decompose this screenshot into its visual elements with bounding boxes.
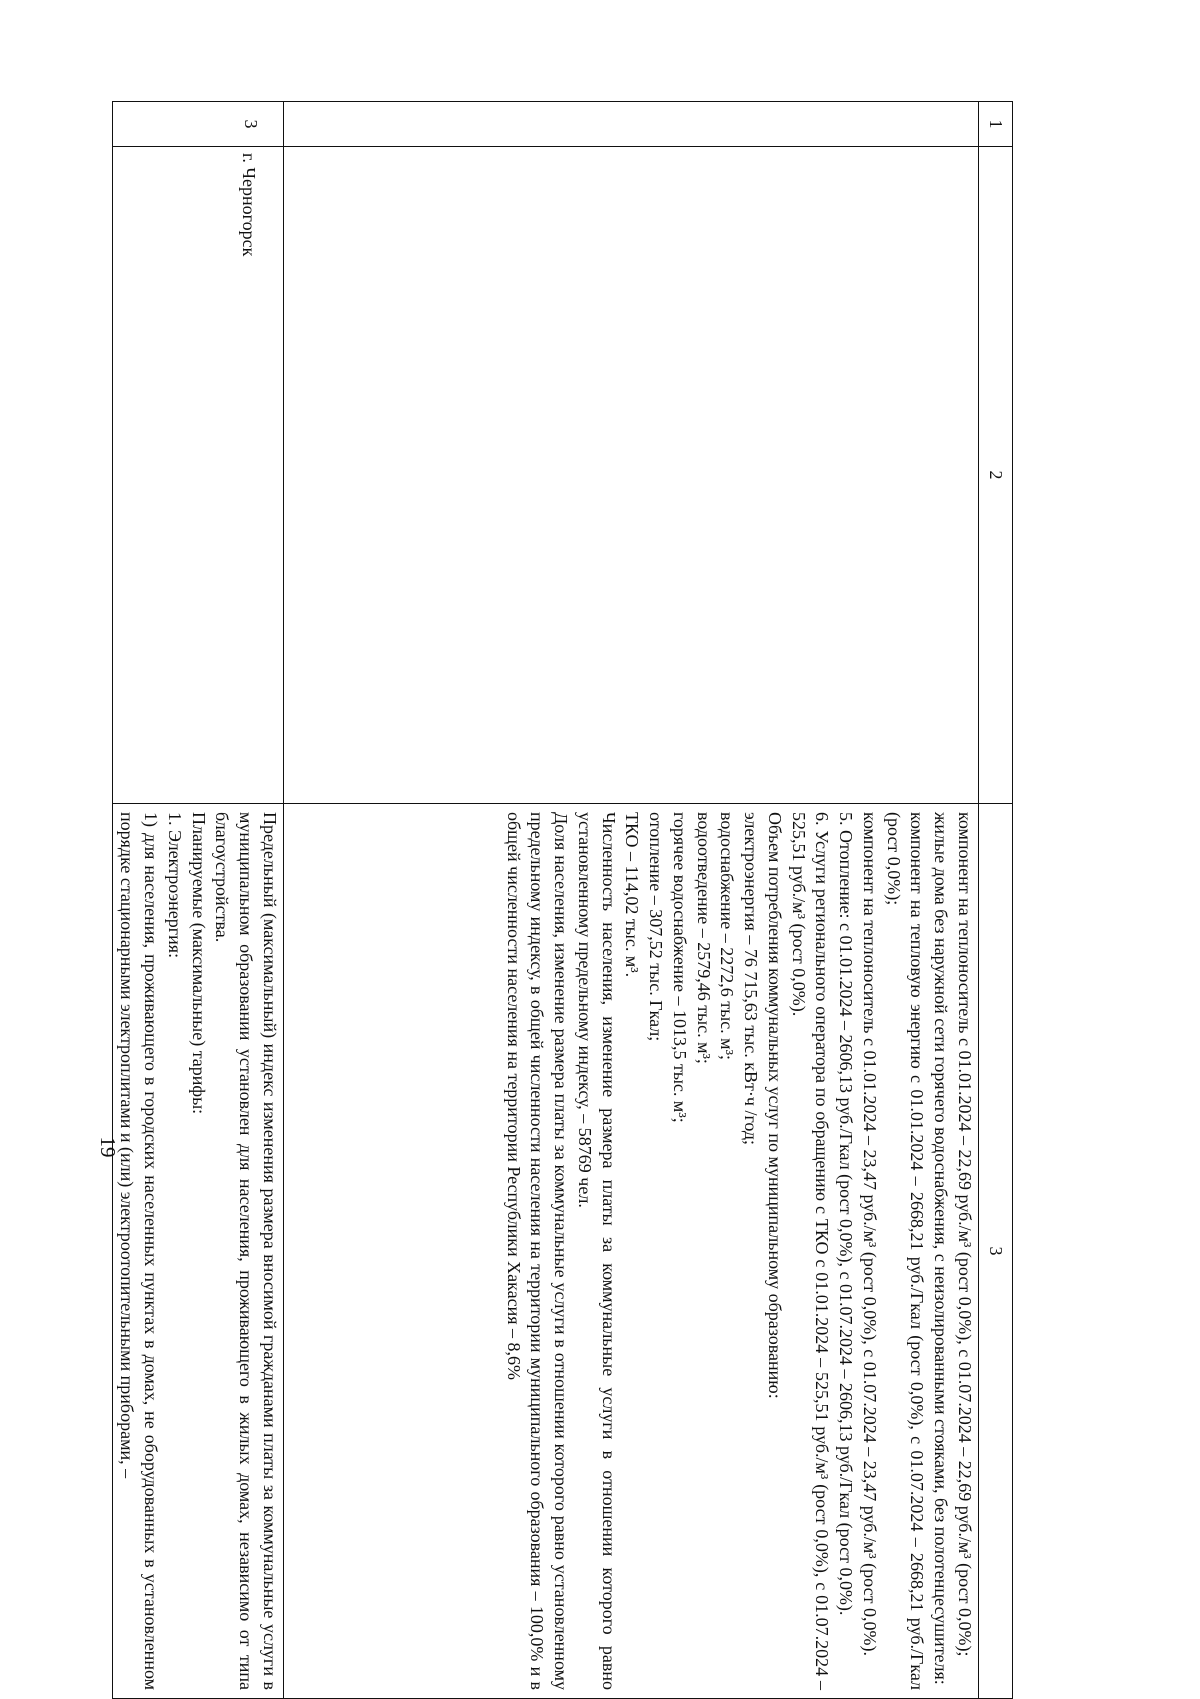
tariff-description-cell xyxy=(112,804,283,1699)
text-line: 6. Услуги регионального оператора по обращению с ТКО с 01.01.2024 – 525,51 руб./м³ (рост 0,0%), с 01.07.2024 – 525,51 руб./м³ (рост 0,0%). xyxy=(788,812,833,1690)
text-line: Доля населения, изменение размера платы за коммунальные услуги в отношении которого равно установленному предельному индексу, в общей численности населения на территории муниципального образования – 100,0% и в общей численности населения на территории Республики Хакасия – 8,6% xyxy=(503,812,572,1690)
column-header-3: 3 xyxy=(979,804,1013,1699)
municipality-cell xyxy=(284,147,979,804)
text-line: компонент на теплоноситель с 01.01.2024 – 22,69 руб./м³ (рост 0,0%), с 01.07.2024 – 22,69 руб./м³ (рост 0,0%); xyxy=(955,812,975,1657)
text-line: водоотведение – 2579,46 тыс. м³; xyxy=(693,812,714,1064)
text-line: жилые дома без наружной сети горячего водоснабжения, с неизолированными стояками, без полотенцесушителя: xyxy=(931,812,952,1685)
text-line: отопление – 307,52 тыс. Гкал; xyxy=(646,812,667,1042)
column-header-2: 2 xyxy=(979,147,1013,804)
text-line: горячее водоснабжение – 1013,5 тыс. м³; xyxy=(670,812,690,1123)
text-line: 1. Электроэнергия: xyxy=(165,812,185,959)
tariff-table xyxy=(112,101,1013,1699)
text-line: компонент на тепловую энергию с 01.01.2024 – 2668,21 руб./Гкал (рост 0,0%), с 01.07.2024 – 2668,21 руб./Гкал (рост 0,0%); xyxy=(883,812,928,1690)
tariff-description-cell xyxy=(284,804,979,1699)
table-row xyxy=(284,102,979,1699)
text-line: 1) для населения, проживающего в городских населенных пунктах в домах, не оборудованных в установленном порядке стационарными электроплитами и (или) электроотопительными приборами, – xyxy=(117,812,162,1690)
text-line: Предельный (максимальный) индекс изменения размера вносимой гражданами платы за коммунальные услуги в муниципальном образовании установлен для населения, проживающего в жилых домах, независимо от типа благоустройства. xyxy=(212,812,280,1690)
text-line: Планируемые (максимальные) тарифы: xyxy=(188,812,209,1115)
text-line: Численность населения, изменение размера платы за коммунальные услуги в отношении которого равно установленному предельному индексу, – 58769 чел. xyxy=(575,812,619,1690)
row-number-cell xyxy=(284,102,979,147)
row-number-cell: 3 xyxy=(112,102,283,147)
table-row xyxy=(112,102,283,1699)
municipality-cell: г. Черногорск xyxy=(112,147,283,804)
text-line: Объем потребления коммунальных услуг по муниципальному образованию: xyxy=(765,812,785,1399)
text-line: ТКО – 114,02 тыс. м³. xyxy=(622,812,643,978)
text-line: 5. Отопление: с 01.01.2024 – 2606,13 руб./Гкал (рост 0,0%), с 01.07.2024 – 2606,13 руб./Гкал (рост 0,0%). xyxy=(836,812,857,1616)
page-number: 19 xyxy=(96,1136,120,1158)
text-line: электроэнергия – 76 715,63 тыс. кВт·ч /год; xyxy=(741,812,762,1146)
table-header-row xyxy=(979,102,1013,1699)
column-header-1: 1 xyxy=(979,102,1013,147)
text-line: водоснабжение – 2272,6 тыс. м³; xyxy=(717,812,738,1060)
text-line: компонент на теплоноситель с 01.01.2024 – 23,47 руб./м³ (рост 0,0%), с 01.07.2024 – 23,47 руб./м³ (рост 0,0%). xyxy=(860,812,880,1656)
